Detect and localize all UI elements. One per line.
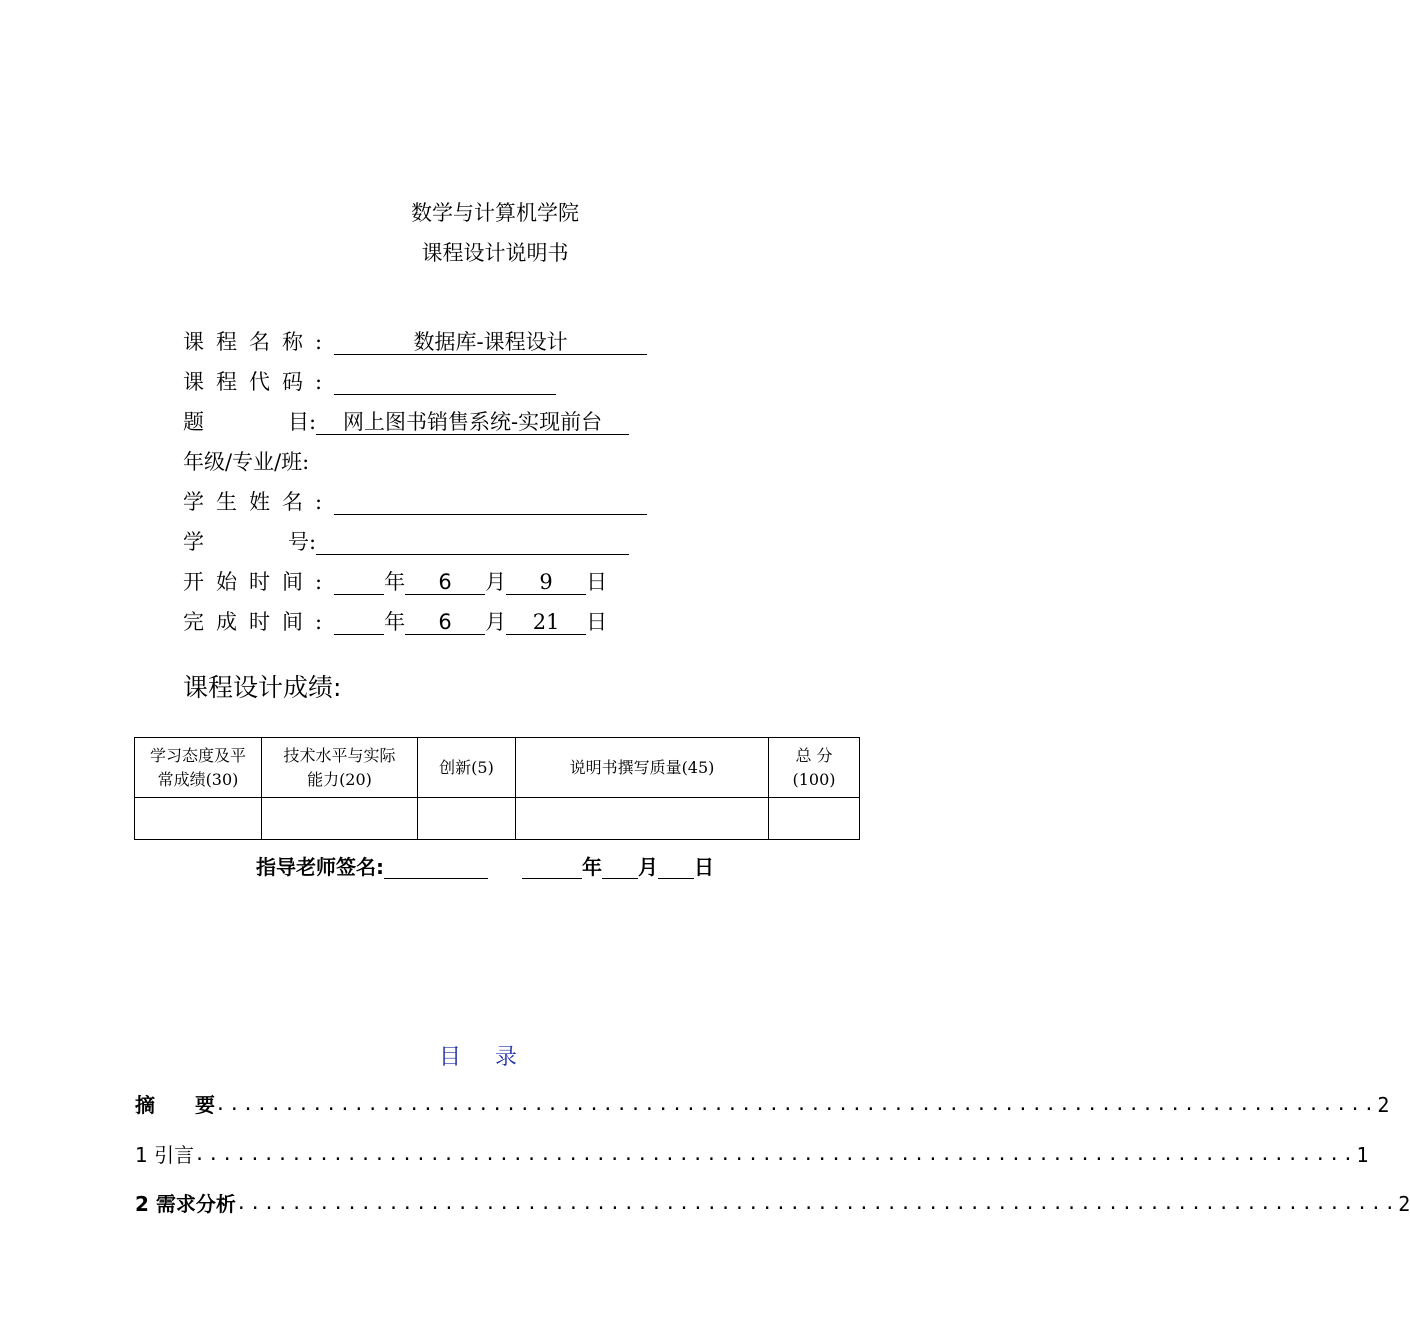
school-name: 数学与计算机学院 xyxy=(411,201,579,225)
grade-header-report-quality: 说明书撰写质量(45) xyxy=(516,738,769,798)
sign-day-unit: 日 xyxy=(694,855,714,879)
document-title: 课程设计说明书 xyxy=(421,241,569,265)
course-name-label: 课程名称: xyxy=(183,330,335,354)
end-day: 21 xyxy=(506,607,586,635)
grade-class-label: 年级/专业/班: xyxy=(183,450,310,474)
start-year-blank xyxy=(334,567,384,595)
topic-label-a: 题 xyxy=(183,410,204,434)
student-id-row xyxy=(183,527,629,557)
end-time-label: 完成时间: xyxy=(183,610,335,634)
student-name-row xyxy=(183,487,647,517)
grade-header-innovation: 创新(5) xyxy=(418,738,516,798)
start-year-unit: 年 xyxy=(384,570,406,594)
grade-header-technical: 技术水平与实际 能力(20) xyxy=(262,738,418,798)
end-month: 6 xyxy=(405,607,485,635)
advisor-signature-blank xyxy=(384,852,488,879)
grade-header-attitude: 学习态度及平 常成绩(30) xyxy=(135,738,262,798)
start-month: 6 xyxy=(405,567,485,595)
student-id-label-b: 号: xyxy=(288,530,317,554)
grade-cell-technical xyxy=(262,798,418,840)
course-code-blank xyxy=(334,367,556,395)
sign-month-unit: 月 xyxy=(638,855,658,879)
toc-entry-title: 2 需求分析 xyxy=(135,1192,236,1216)
topic-label-b: 目: xyxy=(288,410,317,434)
start-month-unit: 月 xyxy=(485,570,507,594)
course-code-label: 课程代码: xyxy=(183,370,335,394)
end-year-blank xyxy=(334,607,384,635)
grade-header-total: 总 分 (100) xyxy=(769,738,860,798)
toc-entry-title: 1 引言 xyxy=(135,1143,195,1167)
start-day: 9 xyxy=(506,567,586,595)
sign-year-blank xyxy=(522,852,582,879)
start-day-unit: 日 xyxy=(586,570,608,594)
sign-day-blank xyxy=(658,852,694,879)
advisor-signature-row xyxy=(256,852,714,882)
grade-table-score-row xyxy=(135,798,860,840)
end-year-unit: 年 xyxy=(384,610,406,634)
toc-entry[interactable] xyxy=(135,1090,1390,1120)
advisor-signature-label: 指导老师签名: xyxy=(256,855,384,879)
course-name-row xyxy=(183,327,647,357)
toc-title: 目录 xyxy=(438,1045,551,1070)
end-month-unit: 月 xyxy=(485,610,507,634)
sign-year-unit: 年 xyxy=(582,855,602,879)
student-name-label: 学生姓名: xyxy=(183,490,335,514)
topic-row xyxy=(183,407,629,437)
grade-cell-report-quality xyxy=(516,798,769,840)
topic-value: 网上图书销售系统-实现前台 xyxy=(316,407,629,435)
student-id-label-a: 学 xyxy=(183,530,204,554)
toc-entry-page: 2 xyxy=(1398,1192,1410,1216)
grade-cell-attitude xyxy=(135,798,262,840)
toc-entry-page: 2 xyxy=(1377,1093,1390,1117)
toc-entry[interactable] xyxy=(135,1140,1369,1170)
toc-entry-title: 摘 要 xyxy=(135,1093,215,1117)
end-day-unit: 日 xyxy=(586,610,608,634)
sign-month-blank xyxy=(602,852,638,879)
end-time-row xyxy=(183,607,607,637)
grade-table-header-row xyxy=(135,738,860,798)
toc-leader-dots: .................................................................................... xyxy=(194,1144,1357,1165)
course-code-row xyxy=(183,367,556,397)
student-name-blank xyxy=(334,487,647,515)
toc-entry[interactable] xyxy=(135,1189,1410,1219)
course-name-value: 数据库-课程设计 xyxy=(334,327,647,355)
grade-cell-innovation xyxy=(418,798,516,840)
toc-leader-dots: .................................................................................... xyxy=(235,1193,1399,1214)
start-time-label: 开始时间: xyxy=(183,570,335,594)
student-id-blank xyxy=(316,527,629,555)
grade-class-row xyxy=(183,447,309,477)
grade-section-title: 课程设计成绩: xyxy=(183,673,342,702)
start-time-row xyxy=(183,567,607,597)
toc-leader-dots: .................................................................................... xyxy=(215,1094,1378,1115)
grade-cell-total xyxy=(769,798,860,840)
toc-entry-page: 1 xyxy=(1356,1143,1369,1167)
grade-table xyxy=(134,737,860,840)
